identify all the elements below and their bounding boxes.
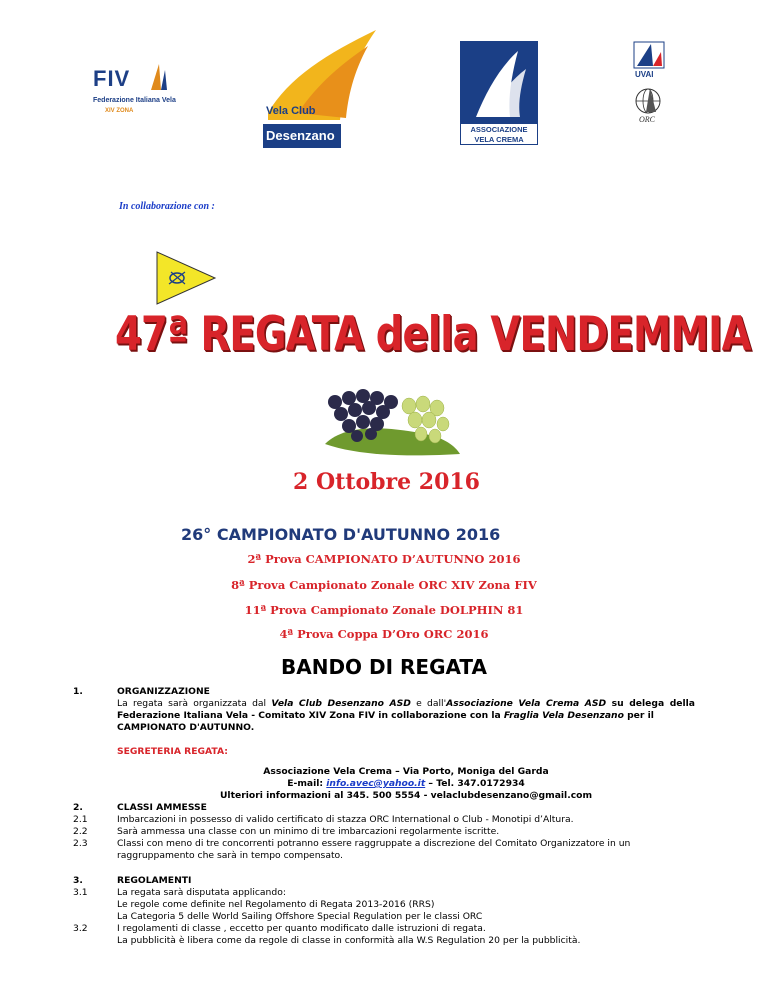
s1-mid: e dall' <box>410 698 447 709</box>
s1-avc: Associazione Vela Crema ASD <box>446 698 607 709</box>
uvai-flag-icon <box>631 40 667 72</box>
s1-p1: La regata sarà organizzata dal <box>117 698 272 709</box>
section-3 <box>117 875 707 947</box>
section-3-numbers <box>73 875 88 899</box>
orc-logo <box>626 86 670 126</box>
championship-title <box>181 525 500 544</box>
avc-line1: ASSOCIAZIONE <box>470 125 528 134</box>
vela-club-line2: Desenzano <box>266 128 335 143</box>
secretariat-more-info: Ulteriori informazioni al 345. 500 5554 - velaclubdesenzano@gmail.com <box>219 790 593 801</box>
section-1 <box>117 686 695 802</box>
item-2-3: Classi con meno di tre concorrenti potranno essere raggruppate a discrezione del Comitato Organizzatore in un <box>117 838 631 849</box>
sub-line-2-text: 8ª Prova Campionato Zonale ORC XIV Zona FIV <box>231 578 537 592</box>
sub-line-2 <box>0 578 768 592</box>
bando-title: BANDO DI REGATA <box>280 655 487 679</box>
s1-p3: CAMPIONATO D'AUTUNNO. <box>117 722 255 733</box>
fiv-logo <box>93 66 193 126</box>
vela-club-desenzano-logo <box>258 28 383 150</box>
s1-fraglia: Fraglia Vela Desenzano <box>503 710 624 721</box>
vela-club-line1: Vela Club <box>266 105 316 117</box>
item-2-1: Imbarcazioni in possesso di valido certificato di stazza ORC International o Club - Monotipi d’Altura. <box>117 814 574 825</box>
secretariat-contact <box>117 778 695 790</box>
grapes-icon <box>305 384 465 460</box>
avc-line2: VELA CREMA <box>474 135 524 144</box>
orc-globe-icon <box>626 86 670 116</box>
s1-p2-end: per il <box>623 710 654 721</box>
section-1-heading: ORGANIZZAZIONE <box>117 686 210 697</box>
secretariat-address: Associazione Vela Crema – Via Porto, Moniga del Garda <box>263 766 549 777</box>
avc-sails-icon <box>466 47 532 121</box>
grapes-image <box>305 384 465 464</box>
championship-main: 26° CAMPIONATO D'AUTUNNO 2016 <box>181 525 501 544</box>
item-3-1-line4: I regolamenti di classe , eccetto per quanto modificato dalle istruzioni di regata. <box>117 923 486 934</box>
item-3-1-line3: La Categoria 5 delle World Sailing Offshore Special Regulation per le classi ORC <box>117 911 483 922</box>
event-title: 47ª REGATA della VENDEMMIA <box>115 307 751 362</box>
section-2-numbers <box>73 802 88 850</box>
section-1-number: 1. <box>73 686 83 697</box>
item-3-2: La pubblicità è libera come da regole di classe in conformità alla W.S Regulation 20 per la pubblicità. <box>117 935 581 946</box>
s1-club: Vela Club Desenzano ASD <box>271 698 411 709</box>
s1-p2: Federazione Italiana Vela - Comitato XIV Zona FIV in collaborazione con la <box>117 710 504 721</box>
item-2-1-number: 2.1 <box>73 814 88 825</box>
fiv-abbr: FIV <box>93 66 131 91</box>
fiv-zone: XIV ZONA <box>105 108 134 114</box>
sub-line-3-text: 11ª Prova Campionato Zonale DOLPHIN 81 <box>244 603 524 617</box>
section-2-heading: CLASSI AMMESSE <box>117 802 207 813</box>
collab-label: In collaborazione con : <box>119 201 215 212</box>
email-label: E-mail: <box>287 778 327 789</box>
item-2-2-number: 2.2 <box>73 826 88 837</box>
event-date: 2 Ottobre 2016 <box>293 469 480 495</box>
s1-rest: su delega della <box>606 698 696 709</box>
section-2-number: 2. <box>73 802 83 813</box>
sub-line-4-text: 4ª Prova Coppa D’Oro ORC 2016 <box>279 627 489 641</box>
section-1-paragraph <box>117 698 695 734</box>
item-2-3-cont: raggruppamento che sarà in tempo compensato. <box>117 850 343 861</box>
fraglia-pennant-logo <box>155 250 217 310</box>
sub-line-4 <box>0 627 768 641</box>
item-3-1-line1: La regata sarà disputata applicando: <box>117 887 286 898</box>
uvai-label: UVAI <box>635 70 654 79</box>
sub-line-1 <box>0 552 768 566</box>
item-3-2-number: 3.2 <box>73 923 88 934</box>
uvai-logo <box>631 40 667 82</box>
sub-line-3 <box>0 603 768 617</box>
email-link[interactable]: info.avec@yahoo.it <box>326 778 426 789</box>
section-3-number: 3. <box>73 875 83 886</box>
fiv-name: Federazione Italiana Vela <box>93 97 176 104</box>
pennant-icon <box>155 250 217 306</box>
telephone: – Tel. 347.0172934 <box>425 778 525 789</box>
item-2-2: Sarà ammessa una classe con un minimo di tre imbarcazioni regolarmente iscritte. <box>117 826 500 837</box>
item-2-3-number: 2.3 <box>73 838 88 849</box>
secretariat-label: SEGRETERIA REGATA: <box>117 746 228 757</box>
section-3-heading: REGOLAMENTI <box>117 875 192 886</box>
item-3-1-number: 3.1 <box>73 887 88 898</box>
fiv-sail-icon <box>147 62 169 92</box>
sub-line-1-text: 2ª Prova CAMPIONATO D’AUTUNNO 2016 <box>247 552 521 566</box>
avc-logo <box>460 41 538 145</box>
orc-label: ORC <box>639 115 655 124</box>
section-2 <box>117 802 707 862</box>
item-3-1-line2: Le regole come definite nel Regolamento di Regata 2013-2016 (RRS) <box>117 899 435 910</box>
